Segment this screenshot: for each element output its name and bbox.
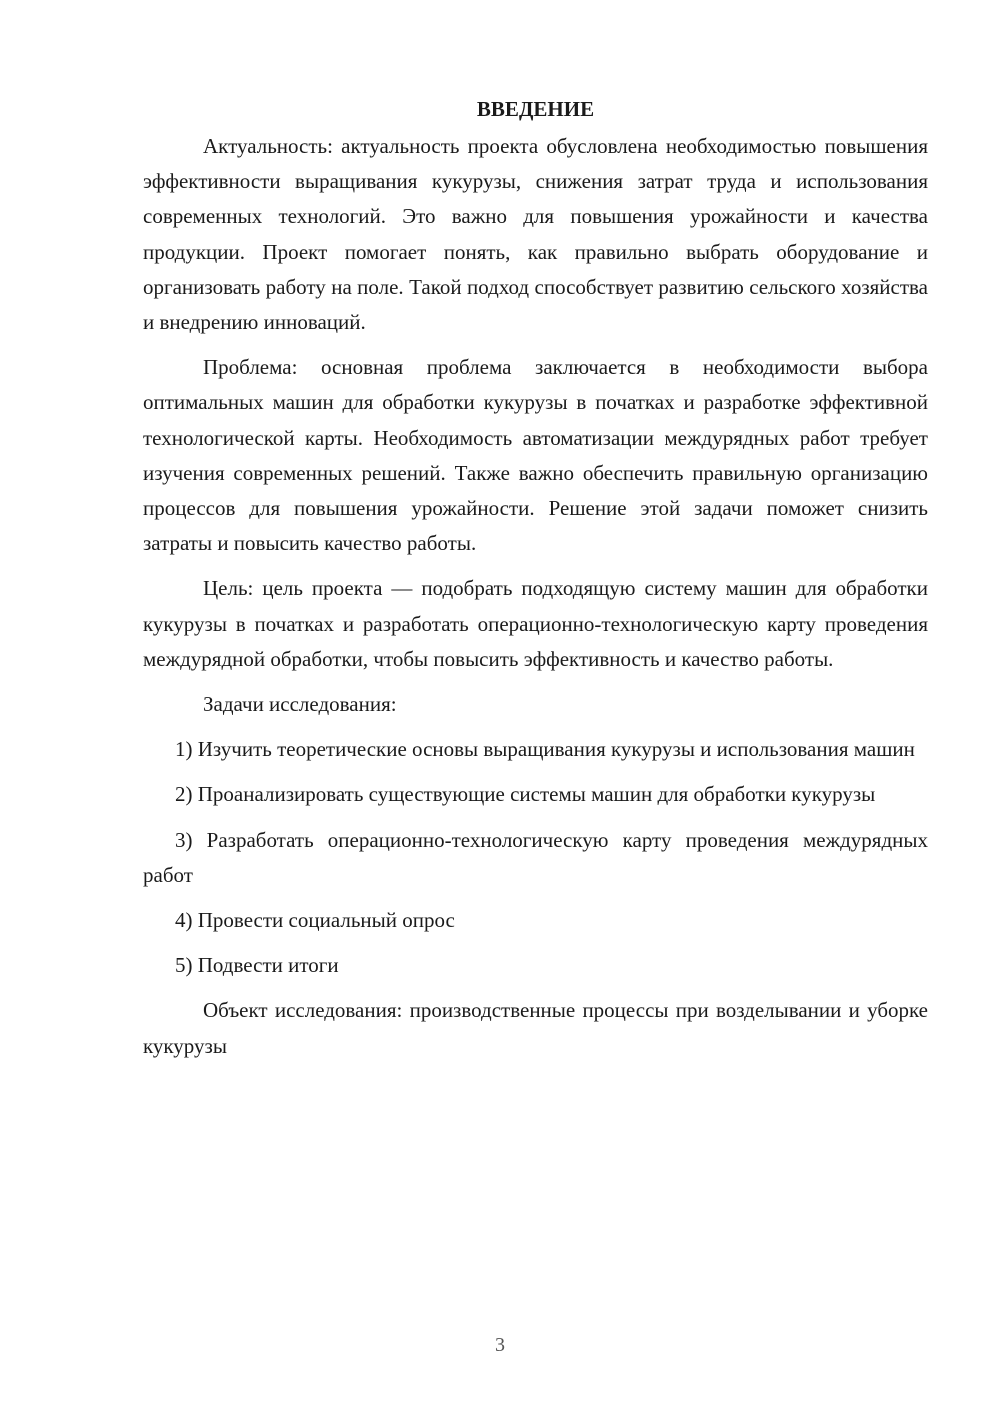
task-item: 4) Провести социальный опрос (175, 908, 455, 933)
task-item: 5) Подвести итоги (175, 953, 339, 978)
paragraph-object: Объект исследования: производственные процессы при возделывании и уборке кукурузы (143, 998, 928, 1058)
paragraph-goal: Цель: цель проекта — подобрать подходящую систему машин для обработки кукурузы в початках и разработать операционно-технологическую карту проведения междурядной обработки, чтобы повысить эффективность и качество работы. (143, 576, 928, 671)
task-item: 3) Разработать операционно-технологическую карту проведения междурядных работ (143, 827, 928, 887)
page-number: 3 (495, 1334, 505, 1356)
task-item: 1) Изучить теоретические основы выращивания кукурузы и использования машин (175, 737, 915, 762)
document-page (143, 92, 928, 1074)
section-heading: ВВЕДЕНИЕ (476, 97, 595, 121)
tasks-title: Задачи исследования: (203, 692, 397, 717)
paragraph-problem: Проблема: основная проблема заключается в необходимости выбора оптимальных машин для обработки кукурузы в початках и разработке эффективной технологической карты. Необходимость автоматизации междурядных работ требует изучения современных решений. Также важно обеспечить правильную организацию процессов для повышения урожайности. Решение этой задачи поможет снизить затраты и повысить качество работы. (143, 355, 928, 556)
paragraph-relevance: Актуальность: актуальность проекта обусловлена необходимостью повышения эффективности выращивания кукурузы, снижения затрат труда и использования современных технологий. Это важно для повышения урожайности и качества продукции. Проект помогает понять, как правильно выбрать оборудование и организовать работу на поле. Такой подход способствует развитию сельского хозяйства и внедрению инноваций. (143, 134, 928, 335)
task-item: 2) Проанализировать существующие системы машин для обработки кукурузы (175, 782, 876, 807)
